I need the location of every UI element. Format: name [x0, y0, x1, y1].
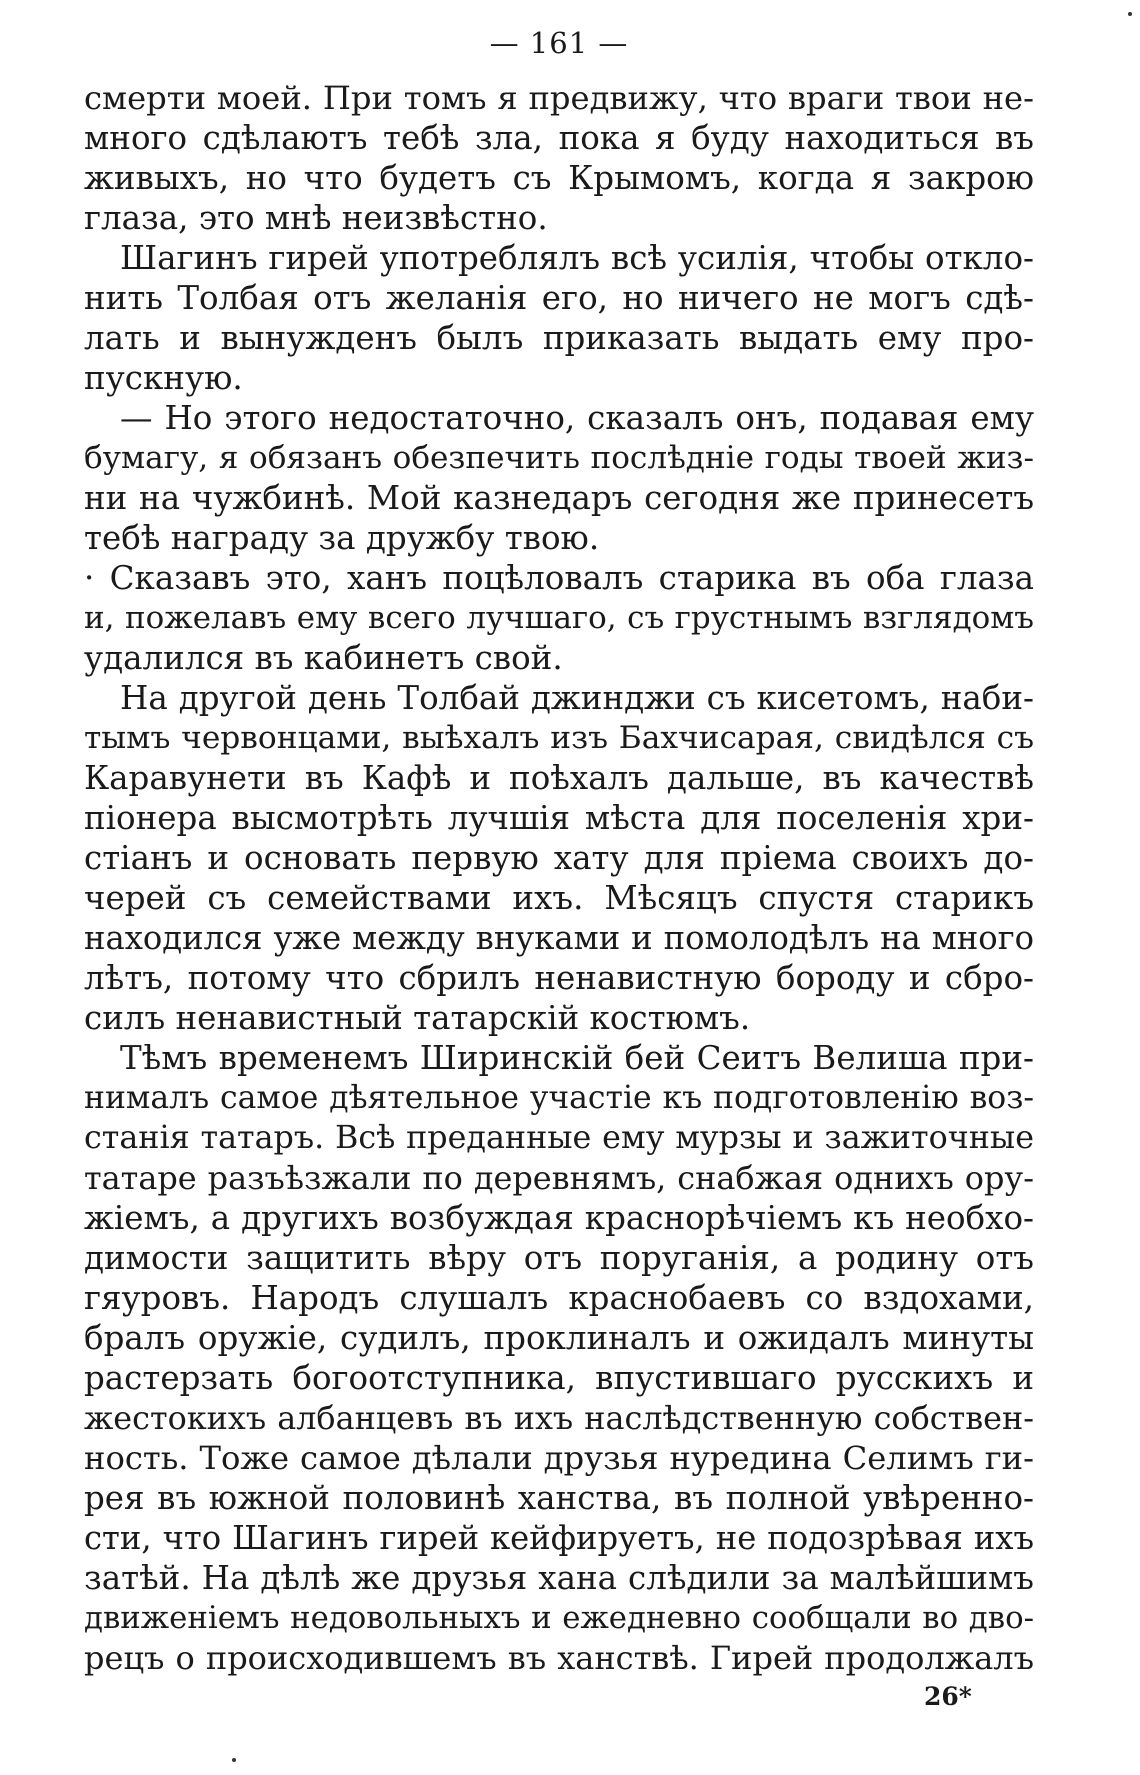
text-line: смерти моей. При томъ я предвижу, что враги твои не-: [84, 79, 1034, 117]
page-number: — 161 —: [489, 26, 629, 60]
text-line: стіанъ и основать первую хату для пріема своихъ до-: [84, 839, 1034, 877]
body-text: [84, 78, 1034, 1678]
text-line: жестокихъ албанцевъ въ ихъ наслѣдственную собствен-: [84, 1399, 1034, 1437]
text-line: лѣтъ, потому что сбрилъ ненавистную бороду и сбро-: [84, 959, 1034, 997]
text-line: движеніемъ недовольныхъ и ежедневно сообщали во дво-: [84, 1600, 1034, 1636]
text-line: растерзать богоотступника, впустившаго русскихъ и: [84, 1359, 1034, 1397]
text-line: татаре разъѣзжали по деревнямъ, снабжая однихъ ору-: [84, 1159, 1034, 1197]
text-line: жіемъ, а другихъ возбуждая краснорѣчіемъ къ необхо-: [84, 1199, 1034, 1237]
text-line: сти, что Шагинъ гирей кейфируетъ, не подозрѣвая ихъ: [84, 1519, 1034, 1557]
text-line: силъ ненавистный татарскій костюмъ.: [84, 999, 751, 1037]
text-line: ность. Тоже самое дѣлали друзья нуредина Селимъ ги-: [84, 1439, 1034, 1477]
text-line: тебѣ награду за дружбу твою.: [84, 519, 600, 557]
text-line: бралъ оружіе, судилъ, проклиналъ и ожидалъ минуты: [84, 1319, 1034, 1357]
text-line: бумагу, я обязанъ обезпечить послѣдніе годы твоей жиз-: [84, 440, 1034, 476]
text-line: ни на чужбинѣ. Мой казнедаръ сегодня же принесетъ: [84, 479, 1034, 517]
text-line: гяуровъ. Народъ слушалъ краснобаевъ со вздохами,: [84, 1279, 1034, 1317]
text-line: затѣй. На дѣлѣ же друзья хана слѣдили за малѣйшимъ: [84, 1559, 1034, 1597]
text-line: станія татаръ. Всѣ преданные ему мурзы и зажиточные: [84, 1120, 1034, 1156]
print-speck: [232, 1758, 236, 1762]
text-line: и, пожелавъ ему всего лучшаго, съ грустнымъ взглядомъ: [84, 600, 1034, 636]
print-speck: [1128, 12, 1132, 16]
signature-mark: 26*: [924, 1682, 972, 1711]
text-line: · Сказавъ это, ханъ поцѣловалъ старика въ оба глаза: [84, 559, 1034, 597]
text-line: нить Толбая отъ желанія его, но ничего не могъ сдѣ-: [84, 279, 1034, 317]
text-line: — Но этого недостаточно, сказалъ онъ, подавая ему: [120, 399, 1034, 437]
text-line: На другой день Толбай джинджи съ кисетомъ, наби-: [120, 679, 1034, 717]
text-line: тымъ червонцами, выѣхалъ изъ Бахчисарая, свидѣлся съ: [84, 720, 1034, 756]
book-page: [84, 0, 1034, 1775]
text-line: пускную.: [84, 359, 243, 397]
text-line: рецъ о происходившемъ въ ханствѣ. Гирей продолжалъ: [84, 1639, 1034, 1677]
text-line: рея въ южной половинѣ ханства, въ полной увѣренно-: [84, 1479, 1034, 1517]
text-line: нималъ самое дѣятельное участіе къ подготовленію воз-: [84, 1080, 1034, 1116]
text-line: Каравунети въ Кафѣ и поѣхалъ дальше, въ качествѣ: [84, 759, 1034, 797]
text-line: піонера высмотрѣть лучшія мѣста для поселенія хри-: [84, 799, 1034, 837]
text-line: черей съ семействами ихъ. Мѣсяцъ спустя старикъ: [84, 879, 1034, 917]
text-line: димости защитить вѣру отъ поруганія, а родину отъ: [84, 1239, 1034, 1277]
text-line: глаза, это мнѣ неизвѣстно.: [84, 199, 548, 237]
text-line: Тѣмъ временемъ Ширинскій бей Сеитъ Велиша при-: [120, 1039, 1034, 1077]
text-line: Шагинъ гирей употреблялъ всѣ усилія, чтобы откло-: [120, 239, 1034, 277]
text-line: живыхъ, но что будетъ съ Крымомъ, когда я закрою: [84, 159, 1034, 197]
text-line: лать и вынужденъ былъ приказать выдать ему про-: [84, 319, 1034, 357]
text-line: много сдѣлаютъ тебѣ зла, пока я буду находиться въ: [84, 119, 1034, 157]
text-line: находился уже между внуками и помолодѣлъ на много: [84, 919, 1034, 957]
text-line: удалился въ кабинетъ свой.: [84, 639, 563, 677]
